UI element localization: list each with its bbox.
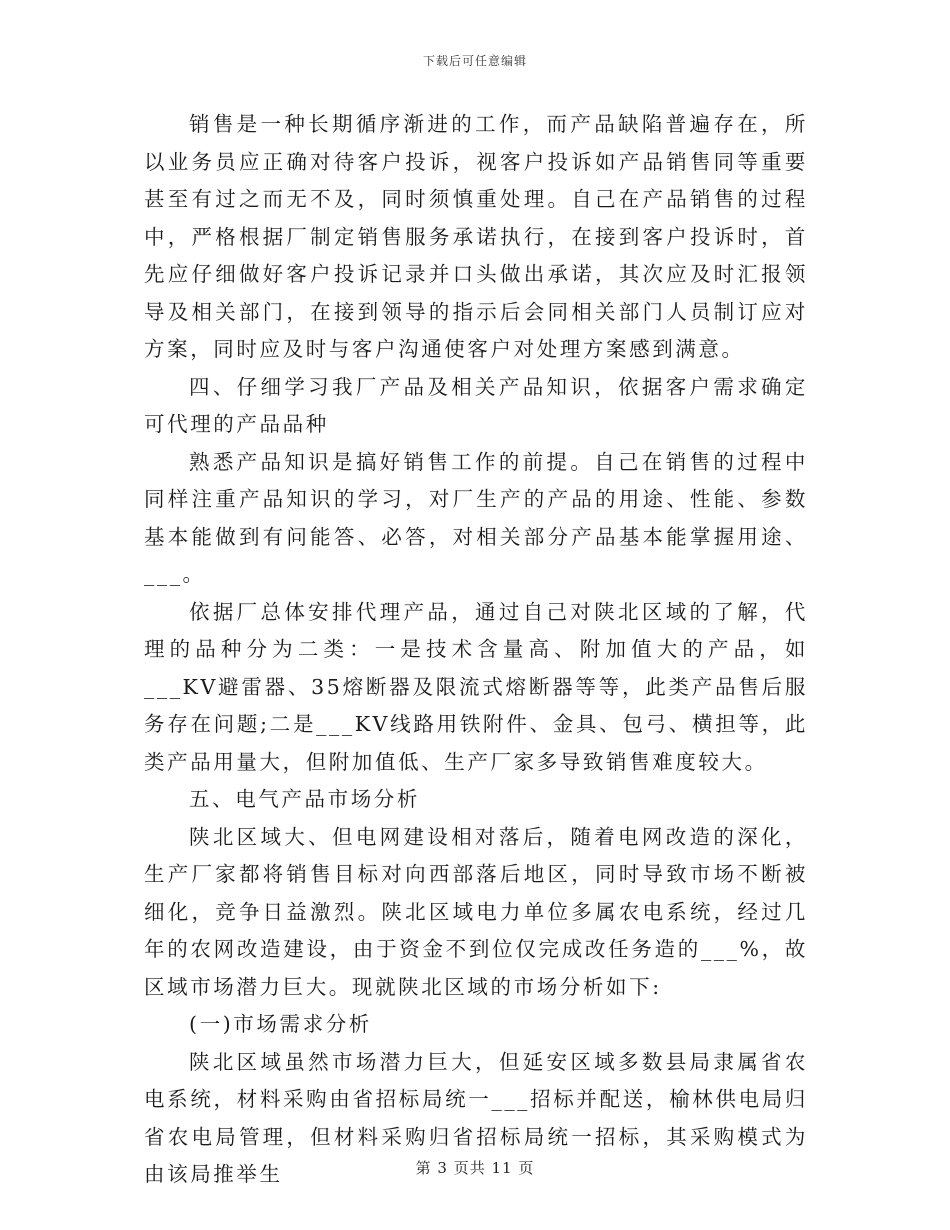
paragraph-product-categories: 依据厂总体安排代理产品，通过自己对陕北区域的了解，代理的品种分为二类：一是技术含量高、附加值大的产品，如___KV避雷器、35熔断器及限流式熔断器等等，此类产品售后服务存在问题;二是___KV线路用铁附件、金具、包弓、横担等，此类产品用量大，但附加值低、生产厂家多导致销售难度较大。 bbox=[144, 599, 808, 774]
paragraph-product-knowledge: 熟悉产品知识是搞好销售工作的前提。自己在销售的过程中同样注重产品知识的学习，对厂生产的产品的用途、性能、参数基本能做到有问能答、必答，对相关部分产品基本能掌握用途、___。 bbox=[144, 449, 808, 586]
paragraph-market-overview: 陕北区域大、但电网建设相对落后，随着电网改造的深化，生产厂家都将销售目标对向西部落后地区，同时导致市场不断被细化，竞争日益激烈。陕北区域电力单位多属农电系统，经过几年的农网改造建设，由于资金不到位仅完成改任务造的___%，故区域市场潜力巨大。现就陕北区域的市场分析如下: bbox=[144, 824, 808, 999]
page-header: 下载后可任意编辑 bbox=[422, 54, 527, 68]
section-heading-product-knowledge: 四、仔细学习我厂产品及相关产品知识，依据客户需求确定可代理的产品品种 bbox=[144, 374, 808, 436]
paragraph-complaint-handling: 销售是一种长期循序渐进的工作，而产品缺陷普遍存在，所以业务员应正确对待客户投诉，视客户投诉如产品销售同等重要甚至有过之而无不及，同时须慎重处理。自己在产品销售的过程中，严格根据厂制定销售服务承诺执行，在接到客户投诉时，首先应仔细做好客户投诉记录并口头做出承诺，其次应及时汇报领导及相关部门，在接到领导的指示后会同相关部门人员制订应对方案，同时应及时与客户沟通使客户对处理方案感到满意。 bbox=[144, 112, 808, 361]
document-body bbox=[144, 106, 808, 1194]
page-footer: 第 3 页共 11 页 bbox=[415, 1159, 535, 1177]
paragraph-demand-analysis: 陕北区域虽然市场潜力巨大，但延安区域多数县局隶属省农电系统，材料采购由省招标局统一___招标并配送，榆林供电局归省农电局管理，但材料采购归省招标局统一招标，其采购模式为由该局推举生 bbox=[144, 1049, 808, 1186]
subsection-heading-demand-analysis: (一)市场需求分析 bbox=[189, 1012, 372, 1036]
section-heading-market-analysis: 五、电气产品市场分析 bbox=[189, 787, 420, 811]
